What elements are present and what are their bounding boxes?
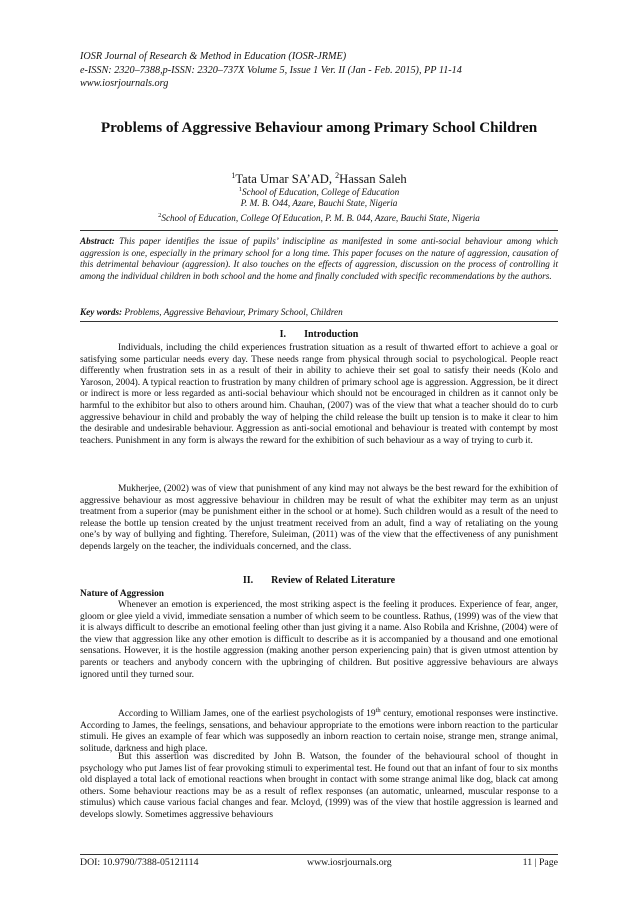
footer-page-number: 11 | Page xyxy=(522,857,558,868)
affiliation-1-line1: $^1$School of Education, College of Education xyxy=(238,186,400,198)
abstract-label: Abstract: xyxy=(80,236,115,246)
author2-sup: 2 xyxy=(335,171,340,180)
author1-name: Tata Umar SA’AD, xyxy=(235,172,336,187)
abstract-text: This paper identifies the issue of pupils’ indiscipline as manifested in some anti-social behaviour among which aggression is one, especially in the primary school for a long time. This paper focuses on the nature of aggression, causation of this detrimental behaviour (aggression). It also touches on the effects of aggression, discussion on the process of controlling it among the individual children in both school and the home and finally concluded with specific recommendations by the authors. xyxy=(80,236,558,281)
aff1-sup: 1 xyxy=(238,186,243,193)
intro-paragraph-1: Individuals, including the child experiences frustration situation as a result of thwarted effort to achieve a goal or satisfying some particular needs every day. These needs range from physical through social to psychological. People react differently when frustration sets in as a result of their in ability to achieve their set goal to satisfy their needs (Kolo and Yaroson, 2004). A typical reaction to frustration by many children of primary school age is aggression. Aggression, be it direct or indirect is more or less regarded as anti-social behaviour which should not be encouraged in children as it cannot only be harmful to the exhibitor but also to others around him. Chauhan, (2007) was of the view that what a teacher should do to curb aggressive behaviour in child and probably the way of helping the child release the built up tension is to make it clear to him the desirable and undesirable behaviour. Aggression as anti-social emotional and behaviour is treated with contempt by most teachers. Punishment in any form is always the reward for the exhibition of such behaviour as a way of trying to curb it. xyxy=(80,343,558,446)
footer-rule xyxy=(80,854,558,855)
journal-name: IOSR Journal of Research & Method in Education (IOSR-JRME) xyxy=(80,51,347,62)
journal-header xyxy=(80,50,560,91)
keywords xyxy=(80,307,558,319)
abstract-bottom-rule xyxy=(80,321,558,322)
section-heading-literature xyxy=(80,575,558,587)
abstract xyxy=(80,236,558,282)
paper-title: Problems of Aggressive Behaviour among Primary School Children xyxy=(100,119,538,136)
literature-paragraph-2: According to William James, one of the earliest psychologists of 19th century, emotional responses were instinctive. According to James, the feelings, sensations, and behaviour appropriate to the emotions were inborn reaction to the particular stimuli. He gives an example of fear which was supposedly an inborn reaction to certain noise, strange men, strange animal, solitude, darkness and high place. xyxy=(80,707,558,754)
section-title: Introduction xyxy=(304,329,359,340)
keywords-label: Key words: xyxy=(80,307,123,317)
subheading-nature-of-aggression: Nature of Aggression xyxy=(80,589,165,599)
journal-issn: e-ISSN: 2320–7388,p-ISSN: 2320–737X Volume 5, Issue 1 Ver. II (Jan - Feb. 2015), PP 11-14 xyxy=(80,64,462,76)
keywords-text: Problems, Aggressive Behaviour, Primary School, Children xyxy=(124,307,343,317)
author2-name: Hassan Saleh xyxy=(339,172,407,187)
literature-paragraph-1: Whenever an emotion is experienced, the most striking aspect is the feeling it produces. Experience of fear, anger, gloom or glee yield a vivid, immediate sensation a number of which seem to be countless. Rathus, (1999) was of the view that it is always difficult to describe an emotional feeling other than just giving it a name. Also Robila and Krishne, (2004) were of the view that aggression like any other emotion is difficult to describe as it is accompanied by a thousand and one emotional sensations. However, it is the hostile aggression (making another person experiencing pain) that is given utmost attention by parents or teachers and anybody concern with the upbringing of children. But positive aggressive behaviours are always ignored until they turned sour. xyxy=(80,600,558,680)
affiliation-1-line2: P. M. B. O44, Azare, Bauchi State, Nigeria xyxy=(240,198,398,208)
journal-website[interactable]: www.iosrjournals.org xyxy=(80,78,169,89)
intro-paragraph-2: Mukherjee, (2002) was of view that punishment of any kind may not always be the best reward for the exhibition of aggressive behaviour as most aggressive behaviour in children may be result of what the exhibiter may term as an unjust treatment from a superior (may be punishment either in the school or at home). Such children would as a result of the need to release the bottle up tension created by the unjust treatment received from an adult, find a way of retaliating on the young one’s by way of bullying and fighting. Therefore, Suleiman, (2011) was of the view that the effectiveness of any punishment depends largely on the teacher, the individuals concerned, and the class. xyxy=(80,484,558,552)
author1-sup: 1 xyxy=(231,171,236,180)
section-title: Review of Related Literature xyxy=(271,575,396,586)
footer-doi: DOI: 10.9790/7388-05121114 xyxy=(80,857,199,868)
section-heading-introduction xyxy=(80,329,558,341)
section-number: II. xyxy=(242,575,254,586)
affiliation-2: $^2$School of Education, College Of Education, P. M. B. 044, Azare, Bauchi State, Nigeria xyxy=(158,212,480,224)
section-number: I. xyxy=(279,329,287,340)
abstract-top-rule xyxy=(80,230,558,231)
literature-paragraph-3: But this assertion was discredited by John B. Watson, the founder of the behavioural school of thought in psychology who put James list of fear provoking stimuli to experimental test. He found out that an infant of four to six months old displayed a total lack of emotional reactions when brought in contact with some strange animal like dog, black cat among others. Some behaviour reactions may be as a result of reflex responses (an automatic, unlearned, muscular response to a stimulus) which cause various facial changes and fear. Mcloyd, (1999) was of the view that hostile aggression is learned and develops slowly. Sometimes aggressive behaviours xyxy=(80,752,558,820)
aff2-sup: 2 xyxy=(158,212,162,219)
footer-website[interactable]: www.iosrjournals.org xyxy=(307,857,392,868)
